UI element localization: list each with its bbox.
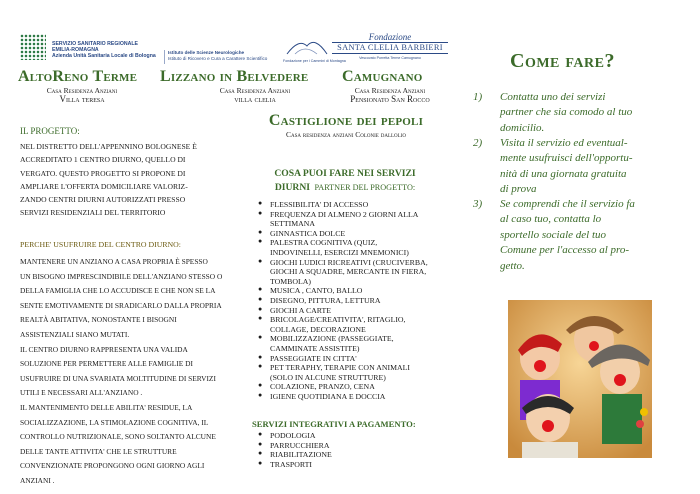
perche-line: CONTROLLO NUTRIZIONALE, SONO SOLTANTO ALCUNE bbox=[20, 432, 216, 442]
step-line: al caso tuo, contatta lo bbox=[500, 213, 602, 226]
step-line: Contatta uno dei servizi bbox=[500, 91, 606, 103]
list-item: ● MOBILIZZAZIONE (PASSEGGIATE, CAMMINATE ASSISTITE) bbox=[258, 334, 394, 353]
fondazione-caption: Fondazione per i Cammini di Montagna bbox=[283, 59, 346, 63]
perche-line: ANZIANI . bbox=[20, 475, 55, 485]
step-line: Se comprendi che il servizio fa bbox=[500, 198, 635, 210]
clowns-photo-icon bbox=[508, 300, 652, 458]
fondazione-title: Fondazione bbox=[368, 32, 412, 42]
list-item: ● FREQUENZA DI ALMENO 2 GIORNI ALLA SETTIMANA bbox=[258, 209, 418, 229]
town-line1: Casa Residenza Anziani bbox=[219, 86, 291, 95]
list-item: ● GIOCHI A CARTE bbox=[258, 305, 332, 315]
town-name: Lizzano in Belvedere bbox=[160, 68, 309, 85]
progetto-line: NEL DISTRETTO DELL'APPENNINO BOLOGNESE È bbox=[20, 142, 197, 151]
rer-logo-icon bbox=[20, 34, 46, 60]
list-item: ● PET TERAPHY, TERAPIE CON ANIMALI (SOLO IN ALCUNE STRUTTURE) bbox=[258, 363, 410, 382]
town-camugnano bbox=[330, 68, 450, 104]
perche-line: DELLA FAMIGLIA CHE LO ACCUDISCE E CHE NON SE LA bbox=[20, 286, 216, 296]
servizi-diurni-list bbox=[258, 200, 430, 401]
perche-line: CONVENZIONATE PROPONGONO OGNI GIORNO AGLI bbox=[20, 461, 205, 471]
come-fare-step-2 bbox=[473, 136, 680, 198]
perche-line: IL MANTENIMENTO DELLE ABILITA' RESIDUE, LA bbox=[20, 402, 193, 412]
perche-line: DELLE TANTE ATTIVITA' CHE LE STRUTTURE bbox=[20, 446, 177, 456]
mountain-icon bbox=[283, 34, 331, 56]
come-fare-step-3 bbox=[473, 197, 680, 274]
progetto-line: ZANDO CENTRI DIURNI AUTORIZZATI PRESSO bbox=[20, 195, 186, 205]
perche-text bbox=[20, 255, 255, 489]
fondazione-sub: Vescovato Porretta Terme Camugnano bbox=[359, 56, 421, 60]
list-item: ● TRASPORTI bbox=[258, 459, 312, 469]
step-line: getto. bbox=[500, 259, 525, 272]
step-line: Comune per l'accesso al pro- bbox=[500, 244, 630, 257]
isn-logo bbox=[164, 50, 275, 64]
list-item: ● PALESTRA COGNITIVA (QUIZ, INDOVINELLI, ESERCIZI MNEMONICI) bbox=[258, 238, 409, 257]
town-castiglione bbox=[246, 112, 446, 139]
progetto-line: ACCREDITATO 1 CENTRO DIURNO, QUELLO DI bbox=[20, 155, 186, 165]
list-item: ● PASSEGGIATE IN CITTA' bbox=[258, 353, 357, 363]
step-line: domicilio. bbox=[500, 121, 545, 134]
perche-line: USUFRUIRE DI UNA SVARIATA MOLTITUDINE DI SERVIZI bbox=[20, 373, 216, 383]
step-line: sportello sociale del tuo bbox=[500, 228, 607, 241]
progetto-line: SERVIZI RESIDENZIALI DEL TERRITORIO bbox=[20, 208, 166, 218]
town-line2: Villa teresa bbox=[59, 94, 105, 104]
list-item: ● PODOLOGIA bbox=[258, 431, 316, 440]
step-number: 1) bbox=[473, 91, 483, 103]
perche-line: SENTE EMOTIVAMENTE DI SRADICARLO DALLA PROPRIA bbox=[20, 300, 222, 310]
list-item: ● MUSICA , CANTO, BALLO bbox=[258, 286, 363, 296]
town-line1: Casa Residenza Anziani bbox=[46, 86, 118, 95]
list-item: ● DISEGNO, PITTURA, LETTURA bbox=[258, 295, 381, 305]
town-line2: villa clelia bbox=[234, 94, 276, 104]
step-line: partner che sia comodo al tuo bbox=[500, 106, 633, 119]
town-lizzano bbox=[160, 68, 320, 104]
progetto-text bbox=[20, 140, 250, 220]
servizi-heading-suffix: PARTNER DEL PROGETTO: bbox=[314, 183, 416, 192]
step-line: di prova bbox=[500, 183, 537, 196]
servizi-heading-line1: COSA PUOI FARE NEI SERVIZI bbox=[274, 168, 416, 179]
fondazione-cammini-logo bbox=[283, 34, 346, 63]
step-line: nità di una giornata gratuita bbox=[500, 167, 627, 180]
servizi-pagamento-heading: SERVIZI INTEGRATIVI A PAGAMENTO: bbox=[252, 419, 416, 429]
progetto-line: AMPLIARE L'OFFERTA DOMICILIARE VALORIZ- bbox=[20, 181, 188, 191]
isn-line1: Istituto delle Scienze Neurologiche bbox=[168, 50, 245, 55]
step-line: Visita il servizio ed eventual- bbox=[500, 137, 628, 149]
list-item: ● BRICOLAGE/CREATIVITA', RITAGLIO, COLLAGE, DECORAZIONE bbox=[258, 315, 406, 334]
list-item: ● COLAZIONE, PRANZO, CENA bbox=[258, 382, 375, 392]
list-item: ● IGIENE QUOTIDIANA E DOCCIA bbox=[258, 391, 386, 401]
fondazione-name: SANTA CLELIA BARBIERI bbox=[332, 42, 448, 54]
perche-line: REALTÀ ABITATIVA, NONOSTANTE I BISOGNI bbox=[20, 315, 177, 325]
list-item: ● FLESSIBILITA' DI ACCESSO bbox=[258, 200, 369, 209]
progetto-heading: IL PROGETTO: bbox=[20, 126, 80, 136]
town-line2: Pensionato San Rocco bbox=[350, 94, 430, 104]
perche-line: UN BISOGNO IMPRESCINDIBILE DELL'ANZIANO STESSO O bbox=[20, 271, 223, 281]
list-item: ● GINNASTICA DOLCE bbox=[258, 228, 346, 238]
town-altoreno bbox=[18, 68, 146, 104]
town-name: Camugnano bbox=[342, 68, 423, 85]
isn-line2: Istituto di Ricovero e Cura a Carattere Scientifico bbox=[168, 55, 268, 61]
town-line1: Casa residenza anziani Colonie dallolio bbox=[286, 130, 406, 139]
servizi-heading-line2: DIURNI bbox=[274, 182, 311, 193]
perche-line: SOLUZIONE PER PERMETTERE ALLE FAMIGLIE DI bbox=[20, 359, 193, 369]
town-name: Castiglione dei pepoli bbox=[268, 112, 424, 129]
servizi-diurni-heading bbox=[250, 168, 440, 194]
progetto-line: VERGATO. QUESTO PROGETTO SI PROPONE DI bbox=[20, 168, 186, 178]
list-item: ● RIABILITAZIONE bbox=[258, 450, 332, 460]
perche-line: SOCIALIZZAZIONE, LA STIMOLAZIONE COGNITIVA, IL bbox=[20, 417, 209, 427]
rer-line2: EMILIA-ROMAGNA bbox=[52, 47, 99, 54]
rer-line1: SERVIZIO SANITARIO REGIONALE bbox=[52, 41, 138, 47]
step-line: mente usufruisci dell'opportu- bbox=[500, 152, 633, 165]
perche-line: UTILI E NECESSARI ALL'ANZIANO . bbox=[20, 388, 143, 398]
servizi-pagamento-list bbox=[258, 431, 430, 469]
rer-logo-text bbox=[52, 41, 156, 60]
list-item: ● PARRUCCHIERA bbox=[258, 440, 330, 450]
perche-line: IL CENTRO DIURNO RAPPRESENTA UNA VALIDA bbox=[20, 344, 188, 354]
step-number: 3) bbox=[473, 198, 483, 210]
list-item: ● GIOCHI LUDICI RICREATIVI (CRUCIVERBA, GIOCHI A SQUADRE, MERCANTE IN FIERA, TOMBOLA) bbox=[258, 257, 428, 286]
perche-line: MANTENERE UN ANZIANO A CASA PROPRIA È SPESSO bbox=[20, 257, 208, 266]
rer-line3: Azienda Unità Sanitaria Locale di Bologna bbox=[52, 53, 156, 60]
perche-line: ASSISTENZIALI SIANO MUTATI. bbox=[20, 329, 130, 339]
step-number: 2) bbox=[473, 137, 483, 149]
come-fare-title: Come fare? bbox=[510, 50, 615, 72]
come-fare-step-1 bbox=[473, 90, 680, 136]
town-line1: Casa Residenza Anziani bbox=[354, 86, 426, 95]
perche-heading: PERCHE' USUFRUIRE DEL CENTRO DIURNO: bbox=[20, 240, 181, 249]
fondazione-barbieri-logo bbox=[332, 32, 448, 60]
town-name: AltoReno Terme bbox=[18, 68, 138, 85]
